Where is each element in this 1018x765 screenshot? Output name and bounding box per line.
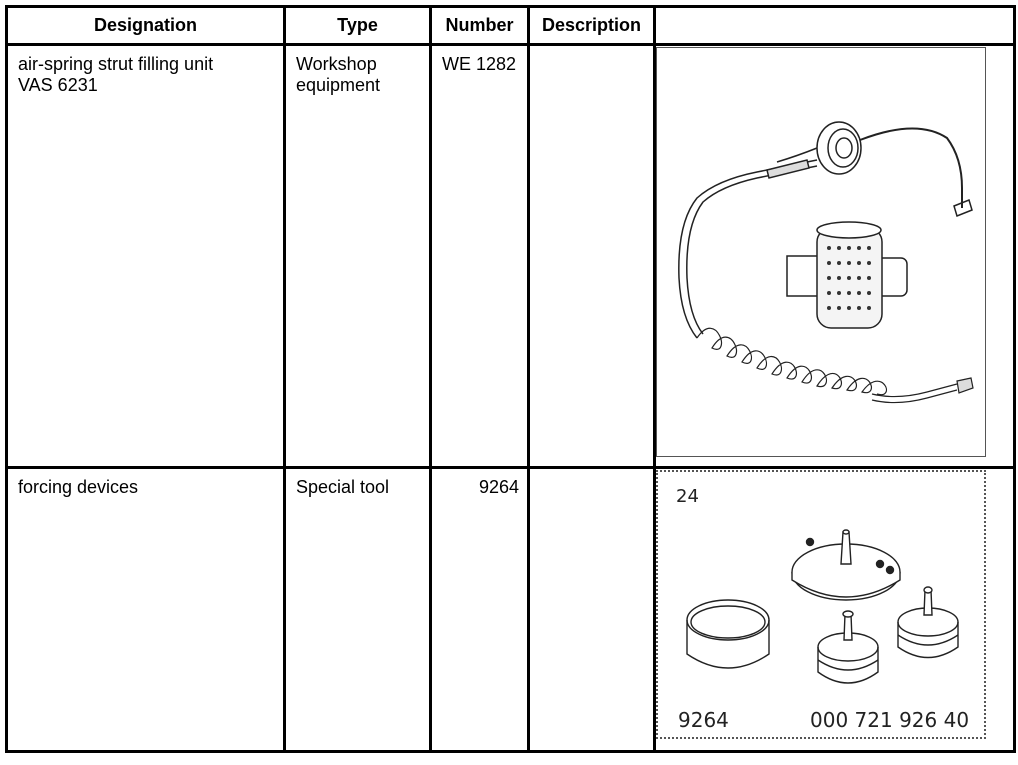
header-image (655, 7, 1015, 45)
type-text-cont: equipment (296, 75, 381, 95)
forcing-devices-drawing (658, 472, 984, 737)
coiled-hose-icon (697, 328, 973, 402)
header-designation: Designation (7, 7, 285, 45)
forcing-devices-illustration (656, 470, 986, 739)
designation-text: forcing devices (18, 477, 139, 497)
image-cell (655, 468, 1015, 752)
type-text: Workshop (296, 54, 377, 74)
description-text (530, 46, 653, 54)
designation-cell (7, 45, 285, 468)
header-description: Description (529, 7, 655, 45)
type-text: Special tool (296, 477, 390, 497)
designation-cell (7, 468, 285, 752)
table-row (7, 468, 1015, 752)
large-disc-icon (792, 530, 900, 600)
adapter-icon (787, 222, 907, 328)
type-cell (285, 468, 431, 752)
description-text (530, 469, 653, 477)
ring-icon (687, 600, 769, 668)
air-spring-filling-unit-drawing (657, 48, 985, 456)
small-disc-icon (818, 611, 878, 683)
figure-label-tool-number: 9264 (678, 708, 729, 732)
table-row (7, 45, 1015, 468)
number-text: WE 1282 (442, 54, 517, 74)
number-cell (431, 468, 529, 752)
designation-code: VAS 6231 (18, 75, 98, 95)
hose-icon (679, 160, 817, 338)
filling-unit-illustration (656, 47, 986, 457)
header-number: Number (431, 7, 529, 45)
type-cell (285, 45, 431, 468)
number-cell (431, 45, 529, 468)
figure-label-part-number: 000 721 926 40 (810, 708, 970, 732)
header-row (7, 7, 1015, 45)
small-disc-icon (898, 587, 958, 658)
description-cell (529, 468, 655, 752)
designation-text: air-spring strut filling unit (18, 54, 214, 74)
special-tools-table (5, 5, 1016, 753)
number-text: 9264 (478, 477, 519, 497)
image-cell (655, 45, 1015, 468)
figure-label-top: 24 (676, 486, 699, 507)
description-cell (529, 45, 655, 468)
header-type: Type (285, 7, 431, 45)
